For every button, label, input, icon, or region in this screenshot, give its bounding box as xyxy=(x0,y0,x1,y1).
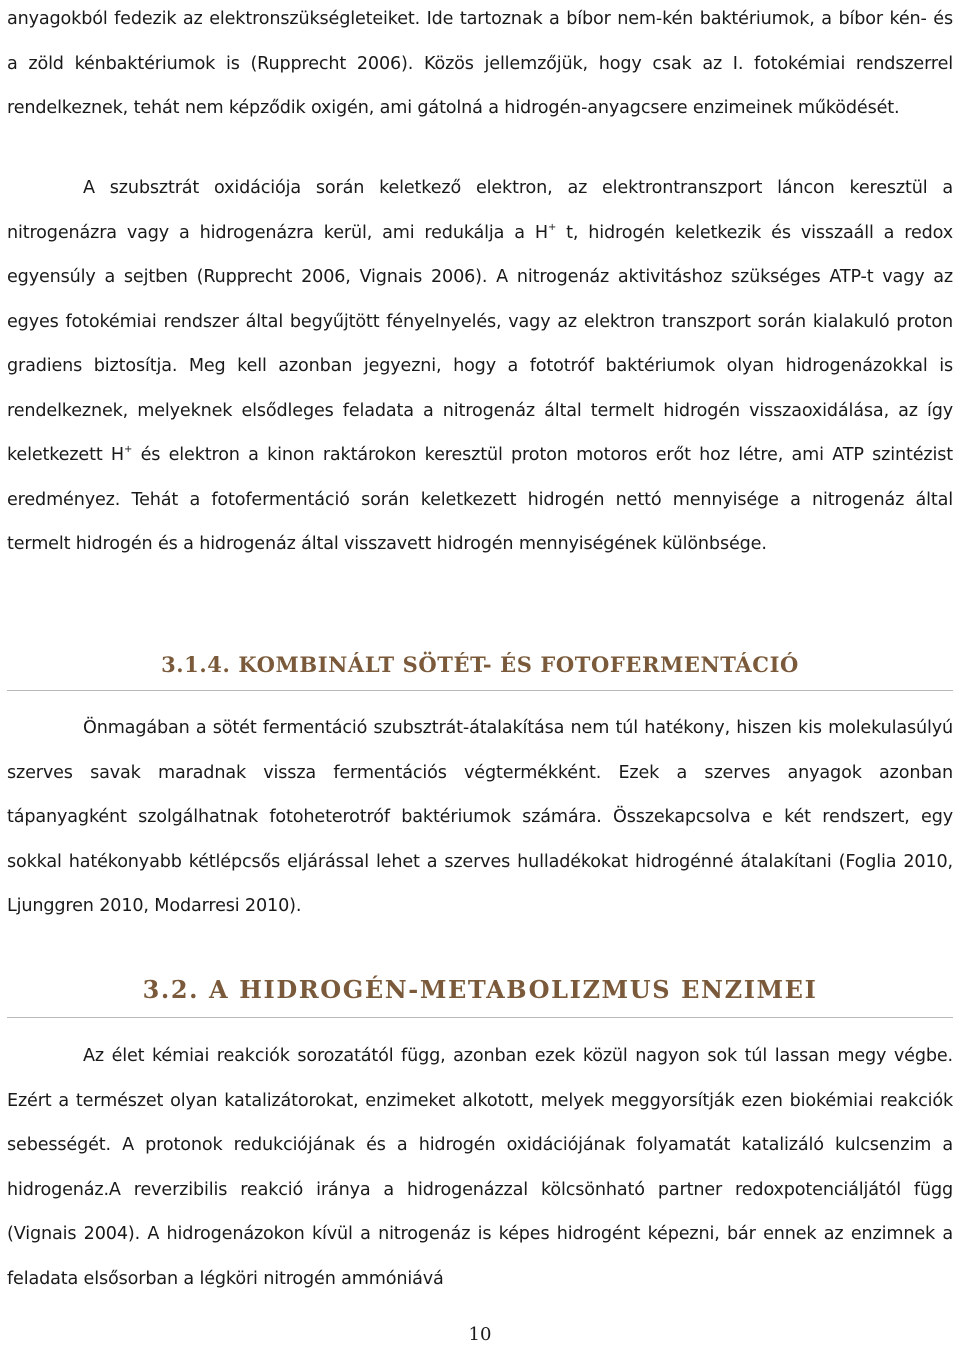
page-number: 10 xyxy=(468,1324,492,1345)
superscript-plus: + xyxy=(124,444,133,456)
paragraph-electron-transport xyxy=(7,166,953,567)
section-heading-3-2: 3.2. A HIDROGÉN-METABOLIZMUS ENZIMEI xyxy=(142,975,818,1004)
paragraph-text: t, hidrogén keletkezik és visszaáll a redox egyensúly a sejtben (Rupprecht 2006, Vignais 2006). A nitrogenáz aktivitáshoz szükséges ATP-t vagy az egyes fotokémiai rendszer által begyűjtött fényelnyelés, vagy az elektron transzport során kialakuló proton gradiens biztosítja. Meg kell azonban jegyezni, hogy a fototróf baktériumok olyan hidrogenázokkal is rendelkeznek, melyeknek elsődleges feladata a nitrogenáz által termelt hidrogén visszaoxidálása, az így keletkezett H xyxy=(7,222,953,465)
section-heading-3-1-4: 3.1.4. KOMBINÁLT SÖTÉT- ÉS FOTOFERMENTÁCIÓ xyxy=(161,652,799,677)
paragraph-text: A szubsztrát oxidációja során keletkező elektron, az elektrontranszport láncon keresztül a nitrogenázra vagy a hidrogenázra kerül, ami redukálja a H xyxy=(7,178,953,243)
paragraph-enzymes: Az élet kémiai reakciók sorozatától függ, azonban ezek közül nagyon sok túl lassan megy végbe. Ezért a természet olyan katalizátorokat, enzimeket alkotott, melyek meggyorsítják ezen biokémiai reakciók sebességét. A protonok redukciójának és a hidrogén oxidációjának folyamatát katalizáló kulcsenzim a hidrogenáz.A reverzibilis reakció iránya a hidrogenázzal kölcsönható partner redoxpotenciáljától függ (Vignais 2004). A hidrogenázokon kívül a nitrogenáz is képes hidrogént képezni, bár ennek az enzimnek a feladata elsősorban a légköri nitrogén ammóniává xyxy=(7,1046,953,1289)
paragraph-combined-fermentation: Önmagában a sötét fermentáció szubsztrát-átalakítása nem túl hatékony, hiszen kis molekulasúlyú szerves savak maradnak vissza fermentációs végtermékként. Ezek a szerves anyagok azonban tápanyagként szolgálhatnak fotoheterotróf baktériumok számára. Összekapcsolva e két rendszert, egy sokkal hatékonyabb kétlépcsős eljárással lehet a szerves hulladékokat hidrogénné átalakítani (Foglia 2010, Ljunggren 2010, Modarresi 2010). xyxy=(7,718,953,916)
superscript-plus: + xyxy=(547,221,557,233)
paragraph-continuation: anyagokból fedezik az elektronszükségleteiket. Ide tartoznak a bíbor nem-kén baktériumok, a bíbor kén- és a zöld kénbaktériumok is (Rupprecht 2006). Közös jellemzőjük, hogy csak az I. fotokémiai rendszerrel rendelkeznek, tehát nem képződik oxigén, ami gátolná a hidrogén-anyagcsere enzimeinek működését. xyxy=(7,9,953,118)
heading-divider xyxy=(7,690,953,691)
paragraph-text: és elektron a kinon raktárokon keresztül proton motoros erőt hoz létre, ami ATP szintézist eredményez. Tehát a fotofermentáció során keletkezett hidrogén nettó mennyisége a nitrogenáz által termelt hidrogén és a hidrogenáz által visszavett hidrogén mennyiségének különbsége. xyxy=(7,445,953,554)
heading-divider xyxy=(7,1017,953,1018)
